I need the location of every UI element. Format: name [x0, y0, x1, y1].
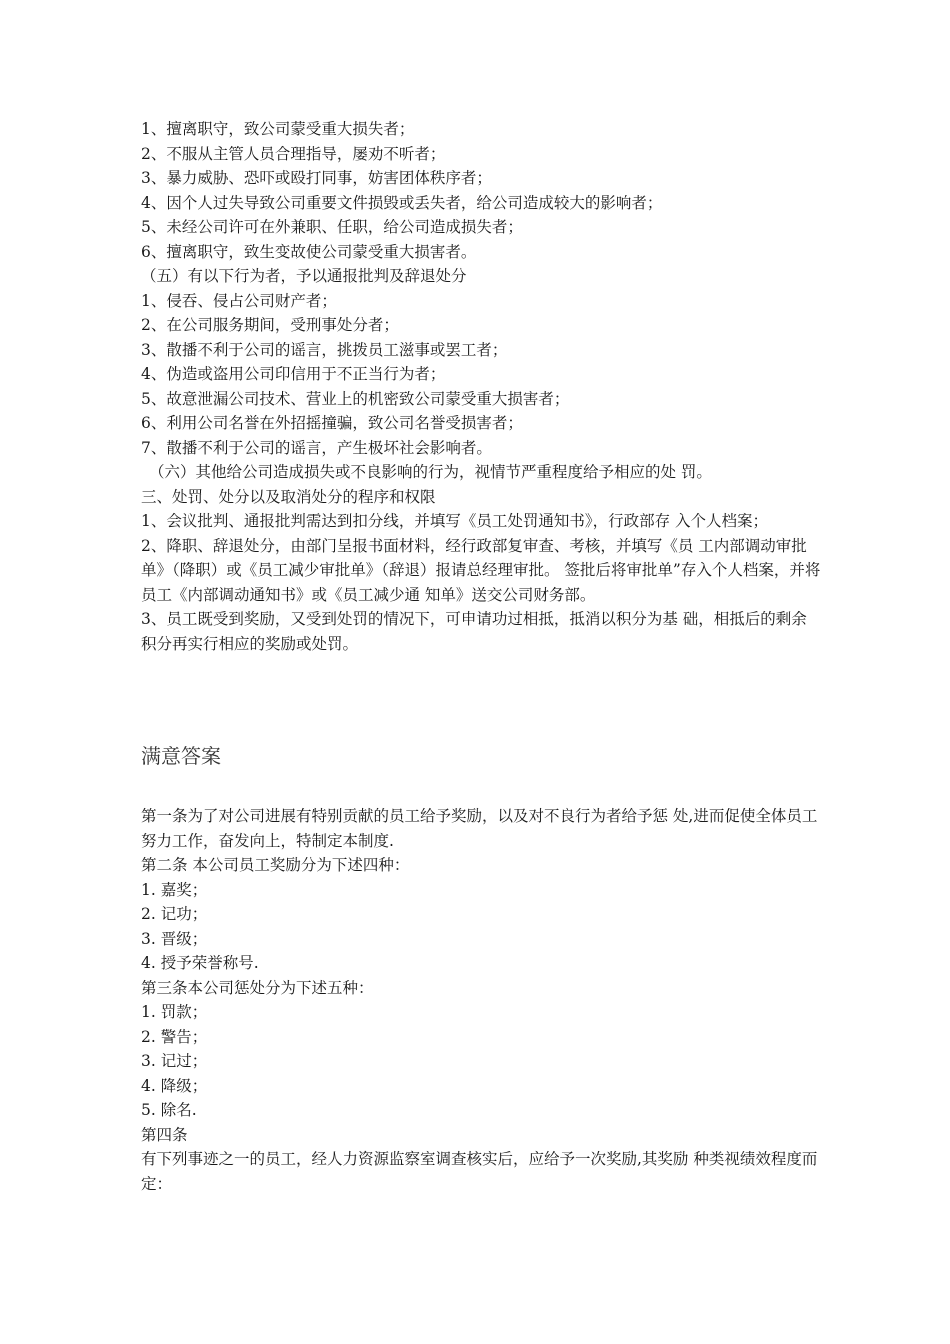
text-line: 7、散播不利于公司的谣言，产生极坏社会影响者。: [141, 438, 492, 457]
paragraph: 2、降职、辞退处分，由部门呈报书面材料，经行政部复审查、考核，并填写《员 工内部调动审批单》（降职）或《员工减少审批单》（辞退）报请总经理审批。 签批后将审批单”存入个人档案，并将员工《内部调动通知书》或《员工减少通 知单》送交公司财务部。: [141, 536, 821, 604]
text-line: 6、利用公司名誉在外招摇撞骗，致公司名誉受损害者；: [141, 414, 523, 432]
text-line: 3、散播不利于公司的谣言，挑拨员工滋事或罢工者；: [141, 340, 508, 359]
text-line: 1、擅离职守，致公司蒙受重大损失者；: [141, 120, 415, 138]
answer-heading: 满意答案: [141, 744, 221, 768]
text-line: 4、因个人过失导致公司重要文件损毁或丢失者，给公司造成较大的影响者；: [141, 193, 663, 212]
text-line: 2、在公司服务期间，受刑事处分者；: [141, 316, 399, 334]
text-line: 4、伪造或盗用公司印信用于不正当行为者；: [141, 365, 446, 383]
discipline-section: [141, 117, 821, 656]
paragraph: 有下列事迹之一的员工，经人力资源监察室调查核实后，应给予一次奖励,其奖励 种类视绩效程度而定：: [141, 1150, 818, 1193]
text-line: 1. 嘉奖；: [141, 880, 208, 899]
text-line: 5、故意泄漏公司技术、营业上的机密致公司蒙受重大损害者；: [141, 389, 570, 408]
section-heading: 三、处罚、处分以及取消处分的程序和权限: [141, 487, 436, 506]
text-line: 1、侵吞、侵占公司财产者；: [141, 291, 337, 310]
text-line: 1. 罚款；: [141, 1003, 208, 1021]
reward-section: [141, 804, 821, 1196]
text-line: 6、擅离职守，致生变故使公司蒙受重大损害者。: [141, 242, 477, 261]
subsection-heading: （六）其他给公司造成损失或不良影响的行为，视情节严重程度给予相应的处 罚。: [149, 463, 712, 481]
text-line: 第二条 本公司员工奖励分为下述四种：: [141, 856, 410, 874]
text-line: 4. 降级；: [141, 1076, 208, 1095]
text-line: 3、暴力威胁、恐吓或殴打同事，妨害团体秩序者；: [141, 169, 492, 187]
paragraph: 第一条为了对公司进展有特别贡献的员工给予奖励，以及对不良行为者给予惩 处,进而促使全体员工努力工作，奋发向上，特制定本制度.: [141, 807, 818, 850]
text-line: 2、不服从主管人员合理指导，屡劝不听者；: [141, 144, 446, 163]
text-line: 3. 晋级；: [141, 929, 208, 948]
text-line: 第三条本公司惩处分为下述五种：: [141, 978, 374, 997]
text-line: 4. 授予荣誉称号.: [141, 954, 259, 972]
paragraph: 3、员工既受到奖励，又受到处罚的情况下，可申请功过相抵，抵消以积分为基 础，相抵后的剩余积分再实行相应的奖励或处罚。: [141, 610, 807, 653]
text-line: 5、未经公司许可在外兼职、任职，给公司造成损失者；: [141, 218, 523, 236]
text-line: 3. 记过；: [141, 1052, 208, 1070]
subsection-heading: （五）有以下行为者，予以通报批判及辞退处分: [141, 267, 467, 285]
text-line: 第四条: [141, 1125, 188, 1144]
text-line: 2. 警告；: [141, 1027, 208, 1046]
text-line: 5. 除名.: [141, 1101, 197, 1119]
paragraph: 1、会议批判、通报批判需达到扣分线，并填写《员工处罚通知书》，行政部存 入个人档案；: [141, 512, 769, 530]
text-line: 2. 记功；: [141, 905, 208, 923]
